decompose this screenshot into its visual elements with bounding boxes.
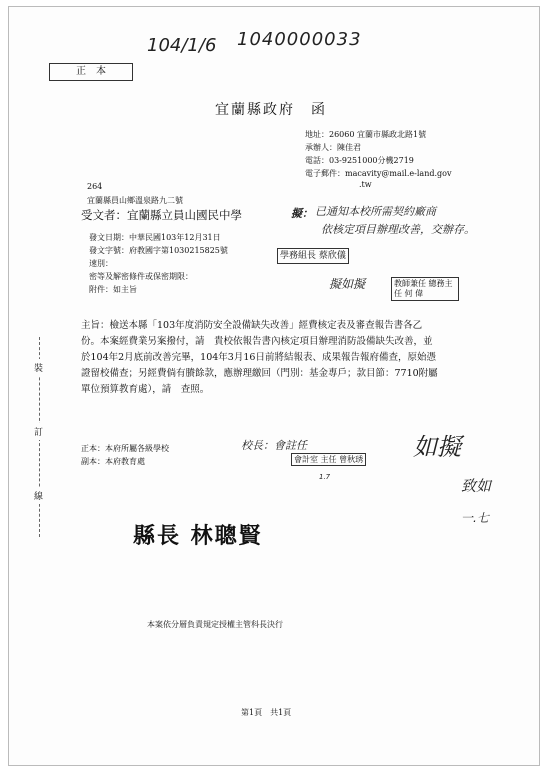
sender-email: 電子郵件：macavity@mail.e-land.gov xyxy=(305,169,452,178)
secrecy-field: 密等及解密條件或保密期限： xyxy=(89,272,193,281)
annotation-line-1: 已通知本校所需契約廠商 xyxy=(315,205,436,218)
copy-label: 正 本 xyxy=(49,63,133,81)
margin-char-3: 線 xyxy=(34,487,43,504)
sender-address: 地址：26060 宜蘭市縣政北路1號 xyxy=(305,130,427,139)
sender-contact: 承辦人：陳佳君 xyxy=(305,143,361,152)
distribution-original: 正本：本府所屬各級學校 xyxy=(81,444,169,453)
recipient-zip: 264 xyxy=(87,182,103,191)
authorization-note: 本案依分層負責規定授權主管科長決行 xyxy=(147,620,283,629)
main-subject-text: 主旨：檢送本縣「103年度消防安全設備缺失改善」經費核定表及審查報告書各乙份。本案經費業另案撥付，請 貴校依報告書內核定項目辦理消防設備缺失改善，並於104年2月底前改善完畢，104年3月16日前將結報表、成果報告報府備查，原始憑證留校備查；另經費倘有賸餘款，應辦理繳回（門別：基金專戶；款目節：7710附屬單位預算教育處），請 查照。 xyxy=(81,320,438,395)
stamp-principal: 學務組長 蔡欣儀 xyxy=(277,248,349,264)
margin-char-1: 裝 xyxy=(34,359,43,376)
approval-signature: 如擬 xyxy=(413,433,461,461)
distribution-copy: 副本：本府教育處 xyxy=(81,457,145,466)
recipient-address: 宜蘭縣員山鄉溫泉路九二號 xyxy=(87,196,183,205)
stamp-accounting-date: 1.7 xyxy=(319,473,331,481)
signature-2: 校長：會註任 xyxy=(241,439,307,452)
page-number: 第1頁 共1頁 xyxy=(241,708,292,717)
attachment-field: 附件：如主旨 xyxy=(89,285,137,294)
sender-email-tail: .tw xyxy=(359,180,372,189)
speed-field: 速別： xyxy=(89,259,113,268)
handwritten-date: 104/1/6 xyxy=(147,35,217,56)
handwritten-doc-number: 1040000033 xyxy=(237,29,362,50)
magistrate-seal xyxy=(133,519,263,553)
recipient-label: 受文者：宜蘭縣立員山國民中學 xyxy=(81,208,242,222)
issue-number: 發文字號：府教國字第1030215825號 xyxy=(89,246,228,255)
margin-char-2: 訂 xyxy=(34,423,43,440)
sender-phone: 電話：03-9251000分機2719 xyxy=(305,156,414,165)
approval-signature-2: 致如 xyxy=(461,477,492,495)
issue-date: 發文日期：中華民國103年12月31日 xyxy=(89,233,221,242)
annotation-line-2: 依核定項目辦理改善，交辦存。 xyxy=(321,223,475,236)
stamp-school: 教師兼任 總務主任 何 偉 xyxy=(391,277,459,301)
signature-1: 擬如擬 xyxy=(329,277,366,291)
seal-text: 縣長 林聰賢 xyxy=(133,523,263,549)
approval-date: 一.七 xyxy=(461,511,489,525)
stamp-accounting: 會計室 主任 曾秋琇 xyxy=(291,453,366,466)
agency-title: 宜蘭縣政府 函 xyxy=(215,102,327,118)
document-page xyxy=(8,6,540,766)
annotation-label: 擬： xyxy=(291,207,313,220)
